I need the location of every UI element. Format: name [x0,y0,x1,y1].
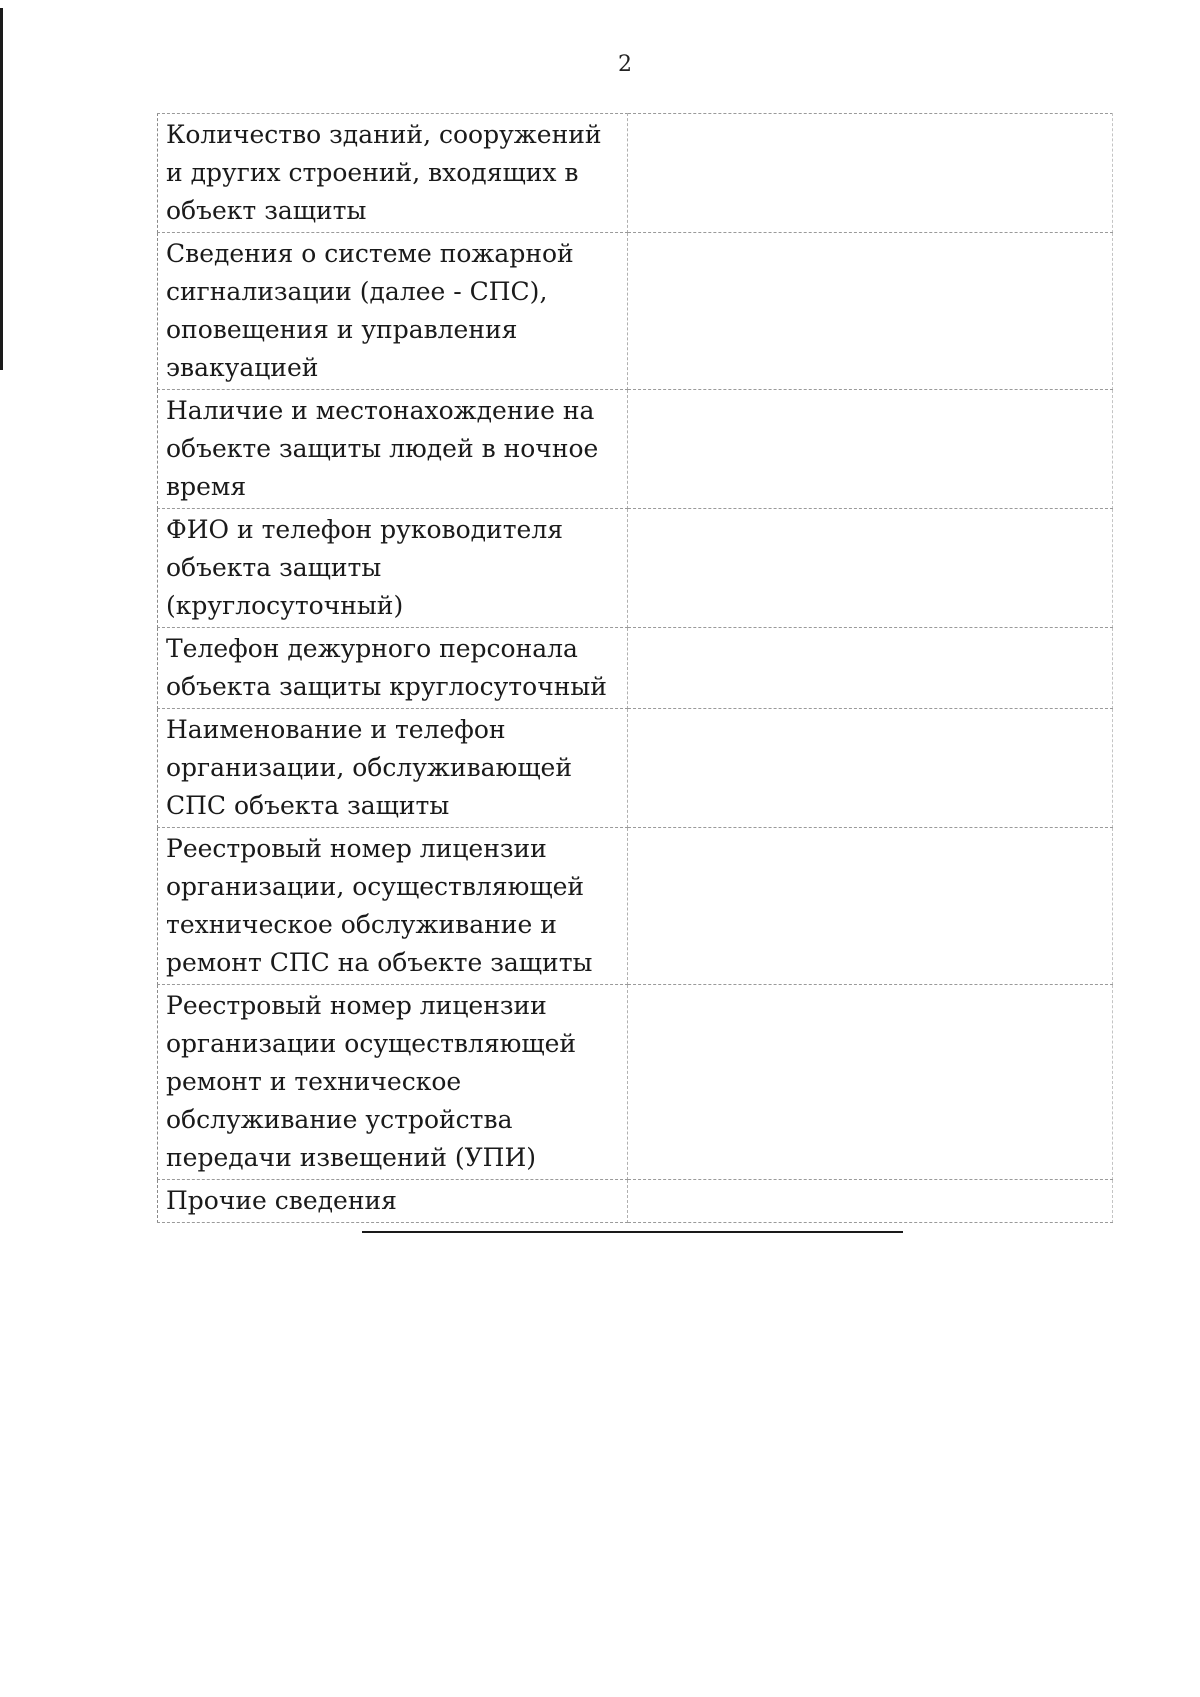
row-label: Наименование и телефон организации, обслуживающей СПС объекта защиты [158,709,628,828]
table-row [158,1180,1113,1223]
table-row [158,985,1113,1180]
row-value [628,628,1113,709]
row-value [628,709,1113,828]
row-label: Реестровый номер лицензии организации, осуществляющей техническое обслуживание и ремонт СПС на объекте защиты [158,828,628,985]
row-label: Реестровый номер лицензии организации осуществляющей ремонт и техническое обслуживание устройства передачи извещений (УПИ) [158,985,628,1180]
row-value [628,828,1113,985]
table-row [158,628,1113,709]
row-label: Наличие и местонахождение на объекте защиты людей в ночное время [158,390,628,509]
page-number: 2 [618,52,632,77]
row-label: Прочие сведения [158,1180,628,1223]
table-row [158,390,1113,509]
table-row [158,828,1113,985]
row-label: Телефон дежурного персонала объекта защиты круглосуточный [158,628,628,709]
row-value [628,985,1113,1180]
row-value [628,1180,1113,1223]
row-value [628,233,1113,390]
row-value [628,114,1113,233]
table-row [158,114,1113,233]
table-row [158,509,1113,628]
table-row [158,233,1113,390]
table-row [158,709,1113,828]
row-value [628,390,1113,509]
row-label: ФИО и телефон руководителя объекта защиты (круглосуточный) [158,509,628,628]
info-table [157,113,1113,1223]
row-value [628,509,1113,628]
row-label: Количество зданий, сооружений и других строений, входящих в объект защиты [158,114,628,233]
closing-rule [362,1231,903,1233]
row-label: Сведения о системе пожарной сигнализации (далее - СПС), оповещения и управления эвакуацией [158,233,628,390]
